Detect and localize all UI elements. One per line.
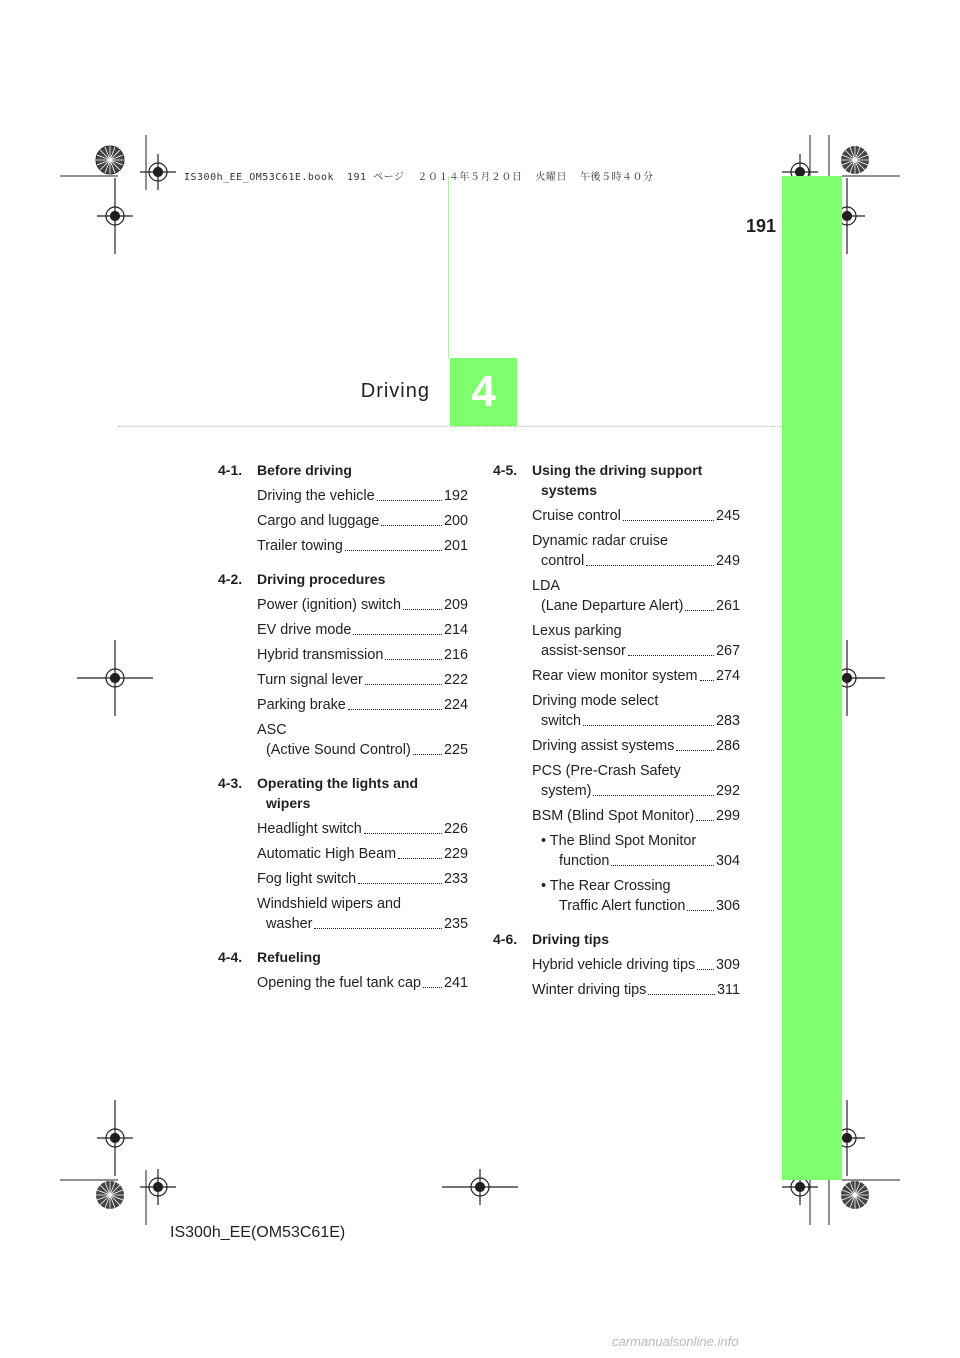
entry-label: Lexus parking [532, 623, 622, 639]
leader-dots [403, 609, 442, 610]
leader-dots [398, 858, 442, 859]
entry-page: 311 [717, 982, 740, 998]
entry-label-cont: function [559, 853, 610, 869]
entry-label: BSM (Blind Spot Monitor) [532, 808, 695, 824]
entry-page: 286 [715, 738, 740, 754]
entry-page: 201 [443, 538, 468, 554]
entry-label: Dynamic radar cruise [532, 533, 668, 549]
toc-entry[interactable] [532, 955, 740, 975]
toc-entry[interactable] [257, 894, 468, 934]
toc-column-left [218, 460, 468, 998]
leader-dots [423, 987, 442, 988]
section-number: 4-5. [493, 462, 518, 478]
toc-entry[interactable] [532, 980, 740, 1000]
entry-page: 226 [443, 821, 468, 837]
entry-page: 225 [443, 742, 468, 758]
toc-entry[interactable] [257, 536, 468, 556]
entry-label: Opening the fuel tank cap [257, 975, 422, 991]
leader-dots [700, 680, 714, 681]
leader-dots [583, 725, 714, 726]
entry-page: 192 [443, 488, 468, 504]
entry-page: 229 [443, 846, 468, 862]
entry-page: 261 [715, 598, 740, 614]
toc-entry[interactable] [257, 645, 468, 665]
entry-page: 216 [443, 647, 468, 663]
entry-page: 292 [715, 783, 740, 799]
toc-entry[interactable] [257, 720, 468, 760]
entry-label: Rear view monitor system [532, 668, 698, 684]
leader-dots [593, 795, 714, 796]
toc-section [218, 569, 468, 760]
toc-entry[interactable] [257, 486, 468, 506]
toc-entry[interactable] [532, 666, 740, 686]
section-heading[interactable] [493, 460, 740, 500]
leader-dots [696, 820, 714, 821]
entry-label-cont: washer [266, 916, 313, 932]
entry-label: Fog light switch [257, 871, 357, 887]
section-heading[interactable] [218, 947, 468, 967]
section-number: 4-2. [218, 571, 243, 587]
leader-dots [381, 525, 442, 526]
book-stamp: IS300h_EE_OM53C61E.book 191 ページ ２０１４年５月２０日 火曜日 午後５時４０分 [184, 172, 654, 183]
entry-page: 235 [443, 916, 468, 932]
section-title-cont: wipers [266, 795, 311, 811]
leader-dots [365, 684, 442, 685]
watermark: carmanualsonline.info [612, 1334, 739, 1349]
toc-entry[interactable] [532, 576, 740, 616]
entry-label-cont: control [541, 553, 585, 569]
toc-entry[interactable] [532, 806, 740, 826]
entry-page: 214 [443, 622, 468, 638]
leader-dots [348, 709, 442, 710]
leader-dots [685, 610, 714, 611]
leader-dots [345, 550, 442, 551]
leader-dots [648, 994, 715, 995]
leader-dots [611, 865, 714, 866]
entry-label: Hybrid transmission [257, 647, 384, 663]
entry-page: 306 [715, 898, 740, 914]
footer-manual-code: IS300h_EE(OM53C61E) [170, 1224, 346, 1241]
entry-label: Power (ignition) switch [257, 597, 401, 613]
chapter-number-box: 4 [450, 358, 517, 426]
section-number: 4-1. [218, 462, 243, 478]
entry-label: Cargo and luggage [257, 513, 380, 529]
section-heading[interactable] [218, 569, 468, 589]
entry-label: Winter driving tips [532, 982, 647, 998]
entry-page: 200 [443, 513, 468, 529]
toc-entry[interactable] [532, 691, 740, 731]
leader-dots [623, 520, 714, 521]
entry-label: ASC [257, 722, 287, 738]
entry-page: 241 [443, 975, 468, 991]
toc-section [218, 773, 468, 934]
entry-label: PCS (Pre-Crash Safety [532, 763, 681, 779]
entry-label-cont: (Lane Departure Alert) [541, 598, 684, 614]
entry-page: 267 [715, 643, 740, 659]
leader-dots [697, 969, 714, 970]
entry-page: 224 [443, 697, 468, 713]
leader-dots [676, 750, 714, 751]
entry-label-cont: (Active Sound Control) [266, 742, 411, 758]
entry-label: Cruise control [532, 508, 621, 524]
section-title: Refueling [257, 949, 321, 965]
entry-page: 283 [715, 713, 740, 729]
section-number: 4-4. [218, 949, 243, 965]
section-title: Using the driving support [532, 462, 703, 478]
toc-section [493, 929, 740, 1000]
leader-dots [314, 928, 442, 929]
entry-label: • The Blind Spot Monitor [541, 831, 740, 851]
entry-label: Driving assist systems [532, 738, 675, 754]
section-title-cont: systems [541, 482, 598, 498]
toc-entry[interactable] [257, 620, 468, 640]
toc-entry[interactable] [532, 736, 740, 756]
toc-subentry[interactable] [532, 831, 740, 871]
entry-page: 304 [715, 853, 740, 869]
leader-dots [358, 883, 442, 884]
entry-label: Driving mode select [532, 693, 659, 709]
toc-entry[interactable] [257, 670, 468, 690]
entry-label: Automatic High Beam [257, 846, 397, 862]
chapter-title: Driving [360, 380, 430, 402]
section-title: Operating the lights and [257, 775, 419, 791]
toc-entry[interactable] [257, 844, 468, 864]
page-number: 191 [746, 216, 777, 236]
entry-page: 249 [715, 553, 740, 569]
entry-label: LDA [532, 578, 560, 594]
leader-dots [628, 655, 714, 656]
toc-subentry[interactable] [532, 876, 740, 916]
entry-label: Turn signal lever [257, 672, 363, 688]
entry-label: • The Rear Crossing [541, 876, 740, 896]
leader-dots [687, 910, 714, 911]
toc-entry[interactable] [257, 819, 468, 839]
entry-page: 222 [443, 672, 468, 688]
entry-label: Headlight switch [257, 821, 362, 837]
toc-entry[interactable] [257, 595, 468, 615]
entry-page: 209 [443, 597, 468, 613]
entry-label-cont: system) [541, 783, 592, 799]
entry-label-cont: switch [541, 713, 581, 729]
section-title: Driving procedures [257, 571, 386, 587]
entry-page: 299 [715, 808, 740, 824]
leader-dots [353, 634, 442, 635]
entry-label: EV drive mode [257, 622, 352, 638]
toc-section [493, 460, 740, 916]
toc-section [218, 947, 468, 993]
toc-entry[interactable] [257, 695, 468, 715]
section-heading[interactable] [218, 460, 468, 480]
toc-entry[interactable] [532, 506, 740, 526]
section-number: 4-6. [493, 931, 518, 947]
entry-page: 245 [715, 508, 740, 524]
entry-label: Trailer towing [257, 538, 343, 554]
header-divider [118, 426, 782, 427]
entry-page: 233 [443, 871, 468, 887]
leader-dots [586, 565, 714, 566]
toc-entry[interactable] [257, 973, 468, 993]
section-title: Driving tips [532, 931, 610, 947]
toc-entry[interactable] [532, 761, 740, 801]
toc-entry[interactable] [532, 531, 740, 571]
leader-dots [364, 833, 442, 834]
leader-dots [377, 500, 442, 501]
entry-label: Parking brake [257, 697, 346, 713]
entry-page: 274 [715, 668, 740, 684]
section-number: 4-3. [218, 775, 243, 791]
toc-column-right [493, 460, 740, 1005]
section-heading[interactable] [493, 929, 740, 949]
entry-label-cont: Traffic Alert function [559, 898, 686, 914]
guide-line [448, 176, 449, 358]
entry-page: 309 [715, 957, 740, 973]
toc-entry[interactable] [257, 511, 468, 531]
leader-dots [385, 659, 442, 660]
entry-label-cont: assist-sensor [541, 643, 626, 659]
entry-label: Driving the vehicle [257, 488, 375, 504]
section-title: Before driving [257, 462, 352, 478]
toc-section [218, 460, 468, 556]
entry-label: Windshield wipers and [257, 896, 401, 912]
leader-dots [413, 754, 442, 755]
toc-entry[interactable] [257, 869, 468, 889]
entry-label: Hybrid vehicle driving tips [532, 957, 696, 973]
section-heading[interactable] [218, 773, 468, 813]
toc-entry[interactable] [532, 621, 740, 661]
chapter-thumb-tab [782, 176, 842, 1180]
